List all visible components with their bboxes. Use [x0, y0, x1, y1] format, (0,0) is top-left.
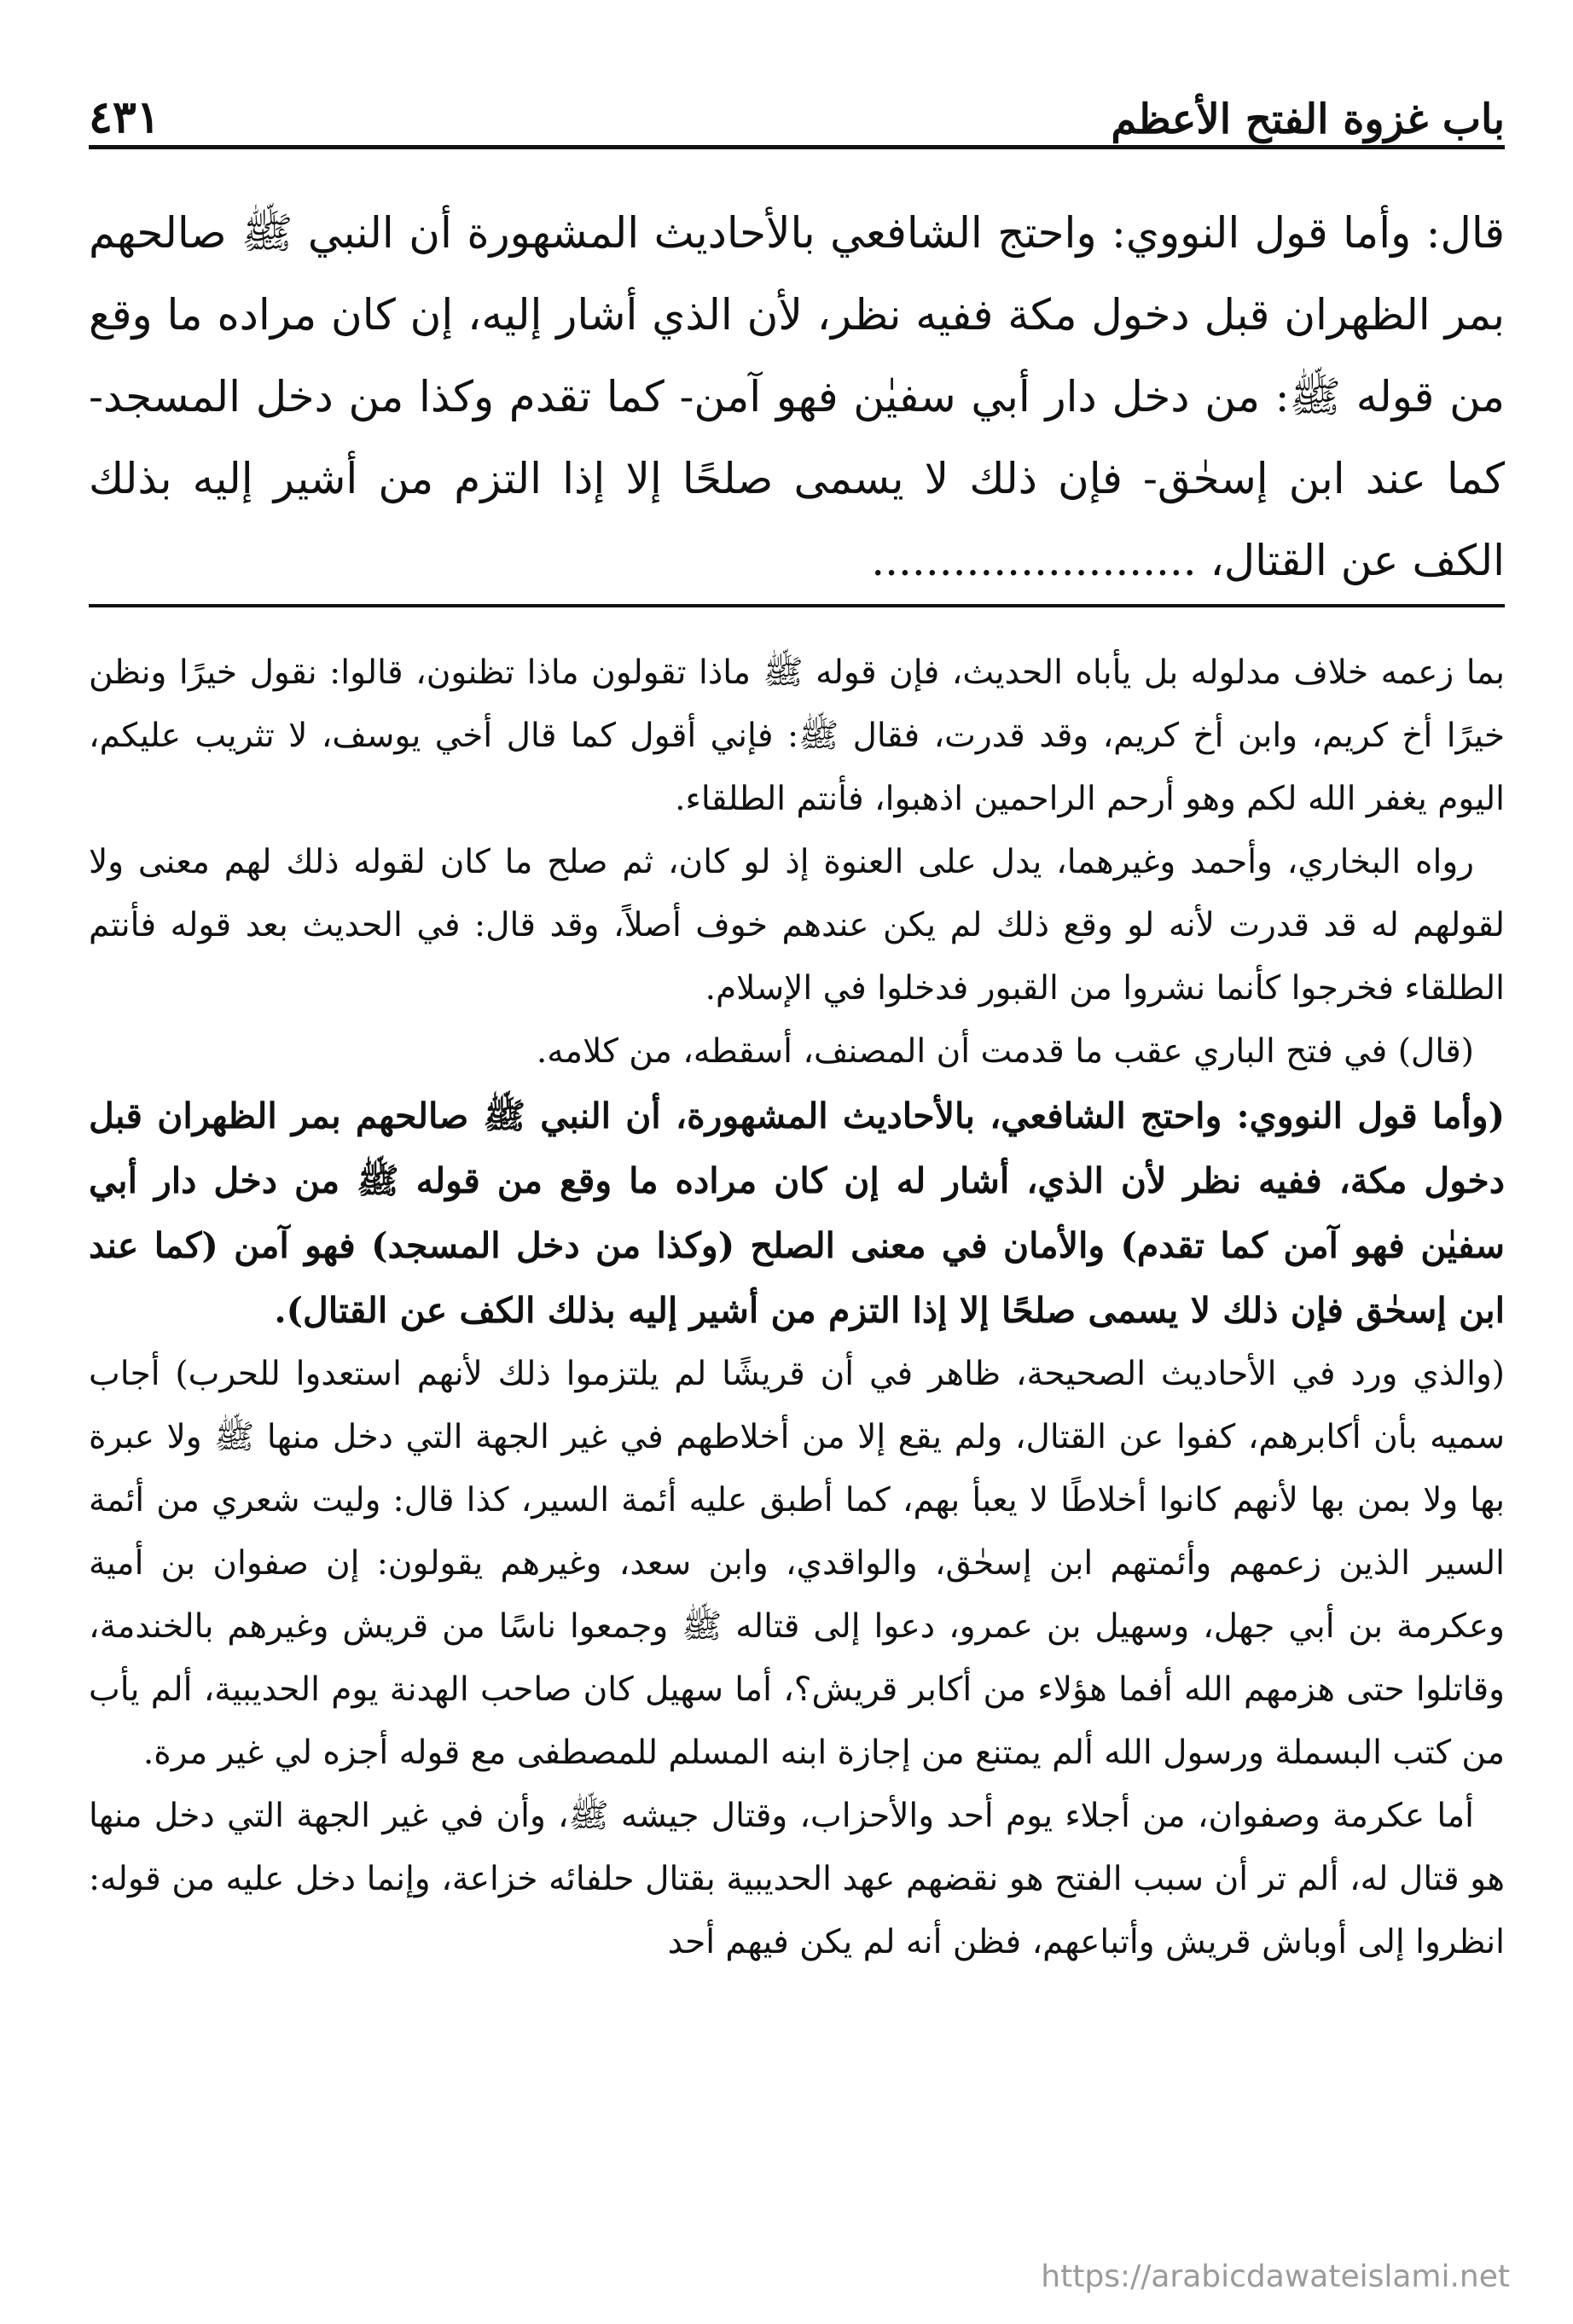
commentary-paragraph: (والذي ورد في الأحاديث الصحيحة، ظاهر في أن قريشًا لم يلتزموا ذلك لأنهم استعدوا للحرب) أجاب سميه بأن أكابرهم، كفوا عن القتال، ولم يقع إلا من أخلاطهم في غير الجهة التي دخل منها ﷺ ولا عبرة بها ولا بمن بها لأنهم كانوا أخلاطًا لا يعبأ بهم، كما أطبق عليه أئمة السير، كذا قال: وليت شعري من أئمة السير الذين زعمهم وأئمتهم ابن إسحٰق، والواقدي، وابن سعد، وغيرهم يقولون: إن صفوان بن أمية وعكرمة بن أبي جهل، وسهيل بن عمرو، دعوا إلى قتاله ﷺ وجمعوا ناسًا من قريش وغيرهم بالخندمة، وقاتلوا حتى هزمهم الله أفما هؤلاء من أكابر قريش؟، أما سهيل كان صاحب الهدنة يوم الحديبية، ألم يأب من كتب البسملة ورسول الله ألم يمتنع من إجازة ابنه المسلم للمصطفى مع قوله أجزه لي غير مرة. [89, 1355, 1505, 1772]
header-rule [89, 145, 1505, 149]
commentary-paragraph: (قال) في فتح الباري عقب ما قدمت أن المصنف، أسقطه، من كلامه. [536, 1032, 1474, 1071]
page-header [89, 67, 1505, 143]
commentary-paragraph: رواه البخاري، وأحمد وغيرهما، يدل على العنوة إذ لو كان، ثم صلح ما كان لقوله ذلك لهم معنى ولا لقولهم له قد قدرت لأنه لو وقع ذلك لم يكن عندهم خوف أصلاً، وقد قال: في الحديث بعد قوله فأنتم الطلقاء فخرجوا كأنما نشروا من القبور فدخلوا في الإسلام. [89, 843, 1505, 1008]
commentary-paragraph: بما زعمه خلاف مدلوله بل يأباه الحديث، فإن قوله ﷺ ماذا تقولون ماذا تظنون، قالوا: نقول خيرًا ونظن خيرًا أخ كريم، وابن أخ كريم، وقد قدرت، فقال ﷺ: فإني أقول كما قال أخي يوسف، لا تثريب عليكم، اليوم يغفر الله لكم وهو أرحم الراحمين اذهبوا، فأنتم الطلقاء. [89, 654, 1505, 818]
chapter-title: باب غزوة الفتح الأعظم [1111, 96, 1505, 143]
commentary-quote: (وأما قول النووي: واحتج الشافعي، بالأحاديث المشهورة، أن النبي ﷺ صالحهم بمر الظهران قبل دخول مكة، ففيه نظر لأن الذي، أشار له إن كان مراده ما وقع من قوله ﷺ من دخل دار أبي سفيٰن فهو آمن كما تقدم) والأمان في معنى الصلح (وكذا من دخل المسجد) فهو آمن (كما عند ابن إسحٰق فإن ذلك لا يسمى صلحًا إلا إذا التزم من أشير إليه بذلك الكف عن القتال). [89, 1095, 1505, 1331]
matn-text [89, 192, 1505, 601]
matn-dots: ........................ [871, 536, 1197, 585]
commentary-paragraph: أما عكرمة وصفوان، من أجلاء يوم أحد والأحزاب، وقتال جيشه ﷺ، وأن في غير الجهة التي دخل منها هو قتال له، ألم تر أن سبب الفتح هو نقضهم عهد الحديبية بقتال حلفائه خزاعة، وإنما دخل عليه من قوله: انظروا إلى أوباش قريش وأتباعهم، فظن أنه لم يكن فيهم أحد [89, 1797, 1505, 1961]
watermark-url: https://arabicdawateislami.net [1041, 2259, 1510, 2294]
commentary [89, 642, 1505, 1974]
page-number: ٤٣١ [89, 91, 160, 143]
section-divider [89, 604, 1505, 607]
matn-body: قال: وأما قول النووي: واحتج الشافعي بالأحاديث المشهورة أن النبي ﷺ صالحهم بمر الظهران قبل دخول مكة ففيه نظر، لأن الذي أشار إليه، إن كان مراده ما وقع من قوله ﷺ: من دخل دار أبي سفيٰن فهو آمن- كما تقدم وكذا من دخل المسجد- كما عند ابن إسحٰق- فإن ذلك لا يسمى صلحًا إلا إذا التزم من أشير إليه بذلك الكف عن القتال، [89, 208, 1505, 585]
